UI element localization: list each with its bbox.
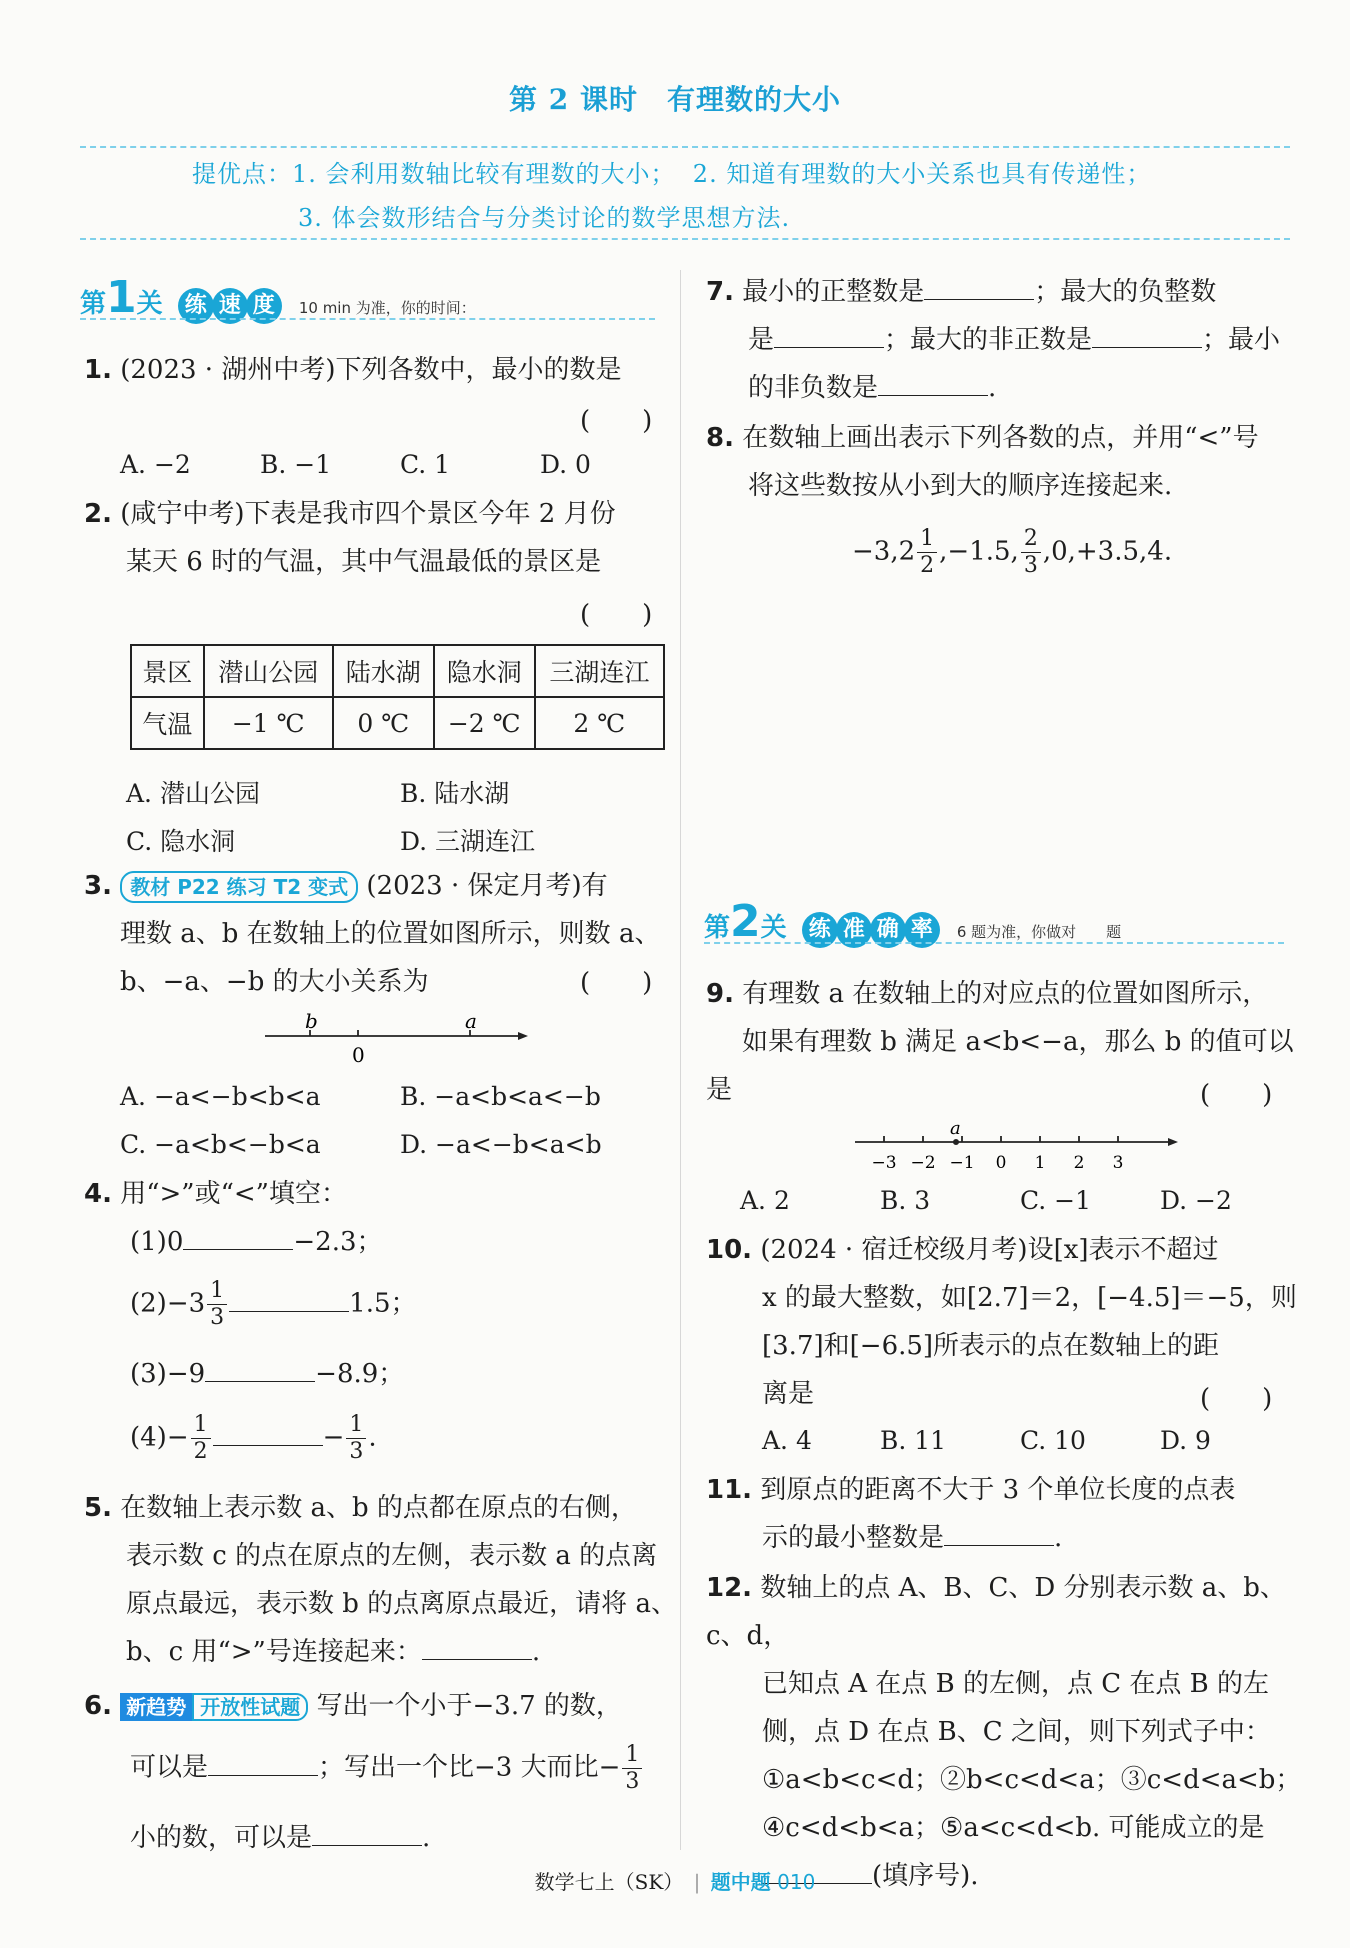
option-d: D. −2 bbox=[1160, 1186, 1232, 1215]
option-c: C. −1 bbox=[1020, 1186, 1091, 1215]
tick-label: 3 bbox=[1112, 1153, 1124, 1170]
question-6: 6. 新趋势 开放性试题 写出一个小于−3.7 的数， bbox=[84, 1691, 622, 1721]
question-8-number-list: −3,2 $\frac{1}{2}$ ,−1.5, $\frac{2}{3}$ ,0,+3.5,4. bbox=[852, 526, 1173, 578]
textbook-badge: 教材 P22 练习 T2 变式 bbox=[120, 871, 358, 903]
footer-page-number: 010 bbox=[777, 1870, 816, 1894]
option-d: D. −a<−b<a<b bbox=[400, 1130, 602, 1159]
question-4-part-4: (4)− $\frac{1}{2}$ − $\frac{1}{3}$ . bbox=[130, 1412, 377, 1464]
question-3: 3. 教材 P22 练习 T2 变式 (2023 · 保定月考)有 理数 a、b 在数轴上的位置如图所示，则数 a、 b、−a、−b 的大小关系为 bbox=[84, 871, 661, 997]
axis-label-a: a bbox=[465, 1012, 477, 1033]
page-footer: 数学七上（SK） | 题中题 010 bbox=[534, 1870, 816, 1894]
section-2-underline bbox=[704, 942, 1284, 944]
page-title: 第 2 课时 有理数的大小 bbox=[509, 83, 841, 116]
tick-label: 0 bbox=[995, 1153, 1007, 1170]
question-2: 2. (咸宁中考)下表是我市四个景区今年 2 月份 某天 6 时的气温，其中气温最低的景区是 bbox=[84, 499, 616, 577]
section-2-bubble: 率 bbox=[904, 912, 940, 948]
answer-blank[interactable] bbox=[208, 1747, 318, 1776]
question-6-line-2: 可以是 ；写出一个比−3 大而比− $\frac{1}{3}$ bbox=[130, 1742, 690, 1795]
option-b: B. 陆水湖 bbox=[400, 779, 510, 808]
question-4-part-2: (2)−3 $\frac{1}{3}$ 1.5； bbox=[130, 1278, 417, 1330]
question-4-part-3: (3)−9 −8.9； bbox=[130, 1350, 404, 1398]
answer-blank[interactable] bbox=[944, 1517, 1054, 1546]
open-question-badge: 开放性试题 bbox=[192, 1693, 308, 1721]
option-a: A. 潜山公园 bbox=[126, 779, 260, 808]
table-cell: 潜山公园 bbox=[204, 645, 333, 697]
tick-label: 1 bbox=[1034, 1153, 1046, 1170]
section-1-underline bbox=[80, 318, 655, 320]
answer-paren: ( ) bbox=[1200, 1080, 1273, 1110]
answer-blank[interactable] bbox=[183, 1221, 293, 1250]
axis-label-b: b bbox=[305, 1012, 318, 1033]
option-b: B. −1 bbox=[260, 450, 332, 479]
question-8: 8. 在数轴上画出表示下列各数的点，并用“<”号 将这些数按从小到大的顺序连接起来. bbox=[706, 423, 1259, 501]
column-divider bbox=[680, 270, 681, 1850]
option-c: C. 1 bbox=[400, 450, 451, 479]
option-d: D. 0 bbox=[540, 450, 591, 479]
answer-blank[interactable] bbox=[213, 1417, 323, 1446]
option-b: B. −a<b<a<−b bbox=[400, 1082, 601, 1111]
question-12: 12. 数轴上的点 A、B、C、D 分别表示数 a、b、c、d， 已知点 A 在点 B 的左侧，点 C 在点 B 的左 侧，点 D 在点 B、C 之间，则下列式子中： ①a<b<c<d；②b<c<d<a；③c<d<a<b； ④c<d<b<a；⑤a<c<d<b. 可能成立的是 (填序号). bbox=[706, 1573, 1302, 1891]
answer-blank[interactable] bbox=[878, 367, 988, 396]
answer-paren: ( ) bbox=[580, 968, 653, 998]
question-5: 5. 在数轴上表示数 a、b 的点都在原点的右侧， 表示数 c 的点在原点的左侧，表示数 a 的点离 原点最远，表示数 b 的点离原点最近，请将 a、 b、c 用“>”号连接起来： . bbox=[84, 1493, 677, 1667]
trend-badge: 新趋势 bbox=[120, 1693, 192, 1721]
axis-label-a: a bbox=[950, 1118, 961, 1139]
table-cell: 0 ℃ bbox=[333, 697, 434, 749]
section-1-header: 第1关 练 速 度 10 min 为准，你的时间： bbox=[80, 272, 476, 323]
option-b: B. 11 bbox=[880, 1426, 947, 1455]
answer-blank[interactable] bbox=[422, 1631, 532, 1660]
option-d: D. 9 bbox=[1160, 1426, 1211, 1455]
axis-label-zero: 0 bbox=[352, 1043, 365, 1067]
table-cell: −1 ℃ bbox=[204, 697, 333, 749]
answer-blank[interactable] bbox=[312, 1817, 422, 1846]
table-cell: 陆水湖 bbox=[333, 645, 434, 697]
option-d: D. 三湖连江 bbox=[400, 827, 536, 856]
question-10: 10. (2024 · 宿迁校级月考)设[x]表示不超过 x 的最大整数，如[2.7]＝2，[−4.5]＝−5，则 [3.7]和[−6.5]所表示的点在数轴上的距 离是 bbox=[706, 1235, 1297, 1409]
question-9: 9. 有理数 a 在数轴上的对应点的位置如图所示， 如果有理数 b 满足 a<b<−a，那么 b 的值可以是 bbox=[706, 979, 1294, 1105]
answer-blank[interactable] bbox=[205, 1353, 315, 1382]
question-6-line-3: 小的数，可以是 . bbox=[130, 1814, 430, 1862]
number-line-q3 bbox=[260, 1012, 530, 1072]
goals-line-2: 3. 体会数形结合与分类讨论的数学思想方法. bbox=[298, 204, 791, 232]
option-c: C. 隐水洞 bbox=[126, 827, 236, 856]
section-1-bubble: 速 bbox=[212, 288, 248, 324]
answer-blank[interactable] bbox=[229, 1283, 349, 1312]
table-cell: 景区 bbox=[131, 645, 204, 697]
section-2-header: 第2关 练 准 确 率 6 题为准，你做对 题 bbox=[704, 896, 1122, 947]
section-1-bubble: 度 bbox=[246, 288, 282, 324]
table-row bbox=[131, 697, 664, 749]
answer-paren: ( ) bbox=[1200, 1384, 1273, 1414]
answer-blank[interactable] bbox=[924, 271, 1034, 300]
option-a: A. 4 bbox=[762, 1426, 812, 1455]
section-2-bubble: 确 bbox=[870, 912, 906, 948]
goals-line-1: 提优点：1. 会利用数轴比较有理数的大小； 2. 知道有理数的大小关系也具有传递性； bbox=[192, 160, 1152, 188]
footer-brand: 题中题 bbox=[710, 1870, 771, 1894]
table-cell: 三湖连江 bbox=[535, 645, 664, 697]
question-7: 7. 最小的正整数是 ；最大的负整数 是 ；最大的非正数是 ；最小 的非负数是 . bbox=[706, 268, 1306, 412]
answer-paren: ( ) bbox=[580, 406, 653, 436]
answer-blank[interactable] bbox=[774, 319, 884, 348]
table-cell: 2 ℃ bbox=[535, 697, 664, 749]
tick-label: 2 bbox=[1073, 1153, 1085, 1170]
option-c: C. 10 bbox=[1020, 1426, 1086, 1455]
question-11: 11. 到原点的距离不大于 3 个单位长度的点表 示的最小整数是 . bbox=[706, 1475, 1236, 1553]
table-cell: 气温 bbox=[131, 697, 204, 749]
footer-book: 数学七上（SK） bbox=[534, 1870, 684, 1894]
section-2-bubble: 练 bbox=[802, 912, 838, 948]
question-4: 4. 用“>”或“<”填空： bbox=[84, 1179, 347, 1209]
question-1: 1. (2023 · 湖州中考)下列各数中，最小的数是 bbox=[84, 355, 622, 385]
section-2-bubble: 准 bbox=[836, 912, 872, 948]
answer-paren: ( ) bbox=[580, 600, 653, 630]
option-c: C. −a<b<−b<a bbox=[120, 1130, 321, 1159]
divider bbox=[80, 146, 1290, 148]
tick-label: −1 bbox=[949, 1153, 975, 1170]
option-a: A. 2 bbox=[740, 1186, 790, 1215]
option-a: A. −a<−b<b<a bbox=[120, 1082, 321, 1111]
number-line-q9 bbox=[850, 1118, 1180, 1170]
question-4-part-1: (1)0 −2.3； bbox=[130, 1218, 383, 1266]
temperature-table bbox=[130, 644, 665, 750]
option-a: A. −2 bbox=[120, 450, 191, 479]
section-1-bubble: 练 bbox=[178, 288, 214, 324]
option-b: B. 3 bbox=[880, 1186, 931, 1215]
tick-label: −2 bbox=[910, 1153, 936, 1170]
divider bbox=[80, 238, 1290, 240]
answer-blank[interactable] bbox=[1092, 319, 1202, 348]
table-row bbox=[131, 645, 664, 697]
table-cell: 隐水洞 bbox=[434, 645, 535, 697]
table-cell: −2 ℃ bbox=[434, 697, 535, 749]
tick-label: −3 bbox=[871, 1153, 897, 1170]
